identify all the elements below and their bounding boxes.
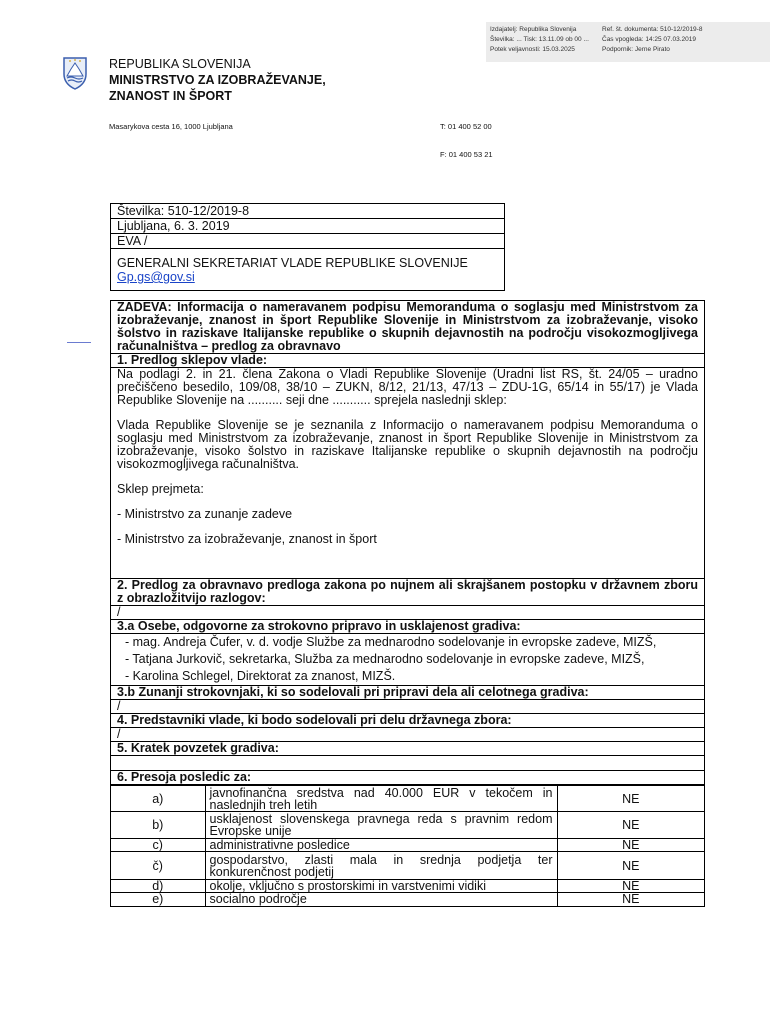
row-letter: e) xyxy=(111,893,205,906)
stamp-number: Številka: ... Tisk: 13.11.09 ob 00 ... xyxy=(490,36,589,43)
coat-of-arms-icon xyxy=(62,56,88,90)
row-value: NE xyxy=(557,839,704,852)
row-value: NE xyxy=(557,852,704,880)
recipient-item: - Ministrstvo za zunanje zadeve xyxy=(117,507,293,521)
row-letter: č) xyxy=(111,852,205,880)
margin-mark xyxy=(67,342,91,343)
table-row xyxy=(111,852,704,880)
stamp-validity: Potek veljavnosti: 15.03.2025 xyxy=(490,46,575,53)
recipient-email-link[interactable]: Gp.gs@gov.si xyxy=(117,270,195,284)
row-letter: b) xyxy=(111,812,205,839)
table-row xyxy=(111,812,704,839)
section-1-body xyxy=(111,368,704,579)
document-eva: EVA / xyxy=(111,234,504,249)
section-6-title: 6. Presoja posledic za: xyxy=(111,771,704,785)
section-3b-title: 3.b Zunanji strokovnjaki, ki so sodelovali pri pripravi dela ali celotnega gradiva: xyxy=(111,686,704,700)
section-2-title: 2. Predlog za obravnavo predloga zakona po nujnem ali skrajšanem postopku v državnem zboru z obrazložitvijo razlogov: xyxy=(111,579,704,606)
section-2-value: / xyxy=(111,606,704,620)
section-4-title: 4. Predstavniki vlade, ki bodo sodelovali pri delu državnega zbora: xyxy=(111,714,704,728)
document-meta-box xyxy=(110,203,505,291)
section-3a-body xyxy=(111,634,704,686)
subject: ZADEVA: Informacija o nameravanem podpisu Memoranduma o soglasju med Ministrstvom za izobraževanje, znanost in šport Republike Slovenije in Ministrstvom za izobraževanje, visoko šolstvo in raziskave Italijanske republike o skupnih dejavnostih na področju visokozmogljivega računalništva – predlog za obravnavo xyxy=(111,301,704,354)
row-value: NE xyxy=(557,880,704,893)
row-value: NE xyxy=(557,893,704,906)
row-letter: c) xyxy=(111,839,205,852)
ministry-header xyxy=(109,56,326,104)
stamp-signer: Podpornik: Jerne Pirato xyxy=(602,46,670,53)
responsible-person: - Tatjana Jurkovič, sekretarka, Služba za mednarodno sodelovanje in evropske zadeve, MIZŠ, xyxy=(125,652,645,666)
section-3a-title: 3.a Osebe, odgovorne za strokovno pripravo in usklajenost gradiva: xyxy=(111,620,704,634)
responsible-person: - Karolina Schlegel, Direktorat za znanost, MIZŠ. xyxy=(125,669,396,683)
row-label: okolje, vključno s prostorskimi in varstvenimi vidiki xyxy=(205,880,557,893)
e-signature-stamp xyxy=(486,22,770,62)
header-republic: REPUBLIKA SLOVENIJA xyxy=(109,57,251,71)
section-1-decision: Vlada Republike Slovenije se je seznanila z Informacijo o nameravanem podpisu Memoranduma o soglasju med Ministrstvom za izobraževanje, znanost in šport Republike Slovenije in Ministrstvom za izobraževanje, visoko šolstvo in raziskave Italijanske republike o skupnih dejavnostih na področju visokozmogljivega računalništva. xyxy=(117,418,698,471)
recipient-item: - Ministrstvo za izobraževanje, znanost in šport xyxy=(117,532,377,546)
table-row xyxy=(111,786,704,812)
header-ministry-cont: ZNANOST IN ŠPORT xyxy=(109,89,232,103)
ministry-phone: T: 01 400 52 00 xyxy=(440,122,492,131)
section-6-body xyxy=(111,785,704,906)
header-ministry: MINISTRSTVO ZA IZOBRAŽEVANJE, xyxy=(109,73,326,87)
table-row xyxy=(111,839,704,852)
section-1-title: 1. Predlog sklepov vlade: xyxy=(111,354,704,368)
consequences-table xyxy=(111,785,704,906)
responsible-person: - mag. Andreja Čufer, v. d. vodje Službe za mednarodno sodelovanje in evropske zadeve, MIZŠ, xyxy=(125,635,657,649)
section-4-value: / xyxy=(111,728,704,742)
stamp-view-time: Čas vpogleda: 14:25 07.03.2019 xyxy=(602,36,696,43)
row-value: NE xyxy=(557,812,704,839)
section-5-value xyxy=(111,756,704,771)
row-label: administrativne posledice xyxy=(205,839,557,852)
ministry-fax: F: 01 400 53 21 xyxy=(440,150,493,159)
proposal-form xyxy=(110,300,705,907)
section-1-legal-basis: Na podlagi 2. in 21. člena Zakona o Vladi Republike Slovenije (Uradni list RS, št. 24/05 – uradno prečiščeno besedilo, 109/08, 38/10 – ZUKN, 8/12, 21/13, 47/13 – ZDU-1G, 65/14 in 55/17) je Vlada Republike Slovenije na .......... seji dne ........... sprejela naslednji sklep: xyxy=(117,367,698,407)
row-label: gospodarstvo, zlasti mala in srednja podjetja ter konkurenčnost podjetij xyxy=(205,852,557,880)
row-letter: a) xyxy=(111,786,205,812)
row-value: NE xyxy=(557,786,704,812)
document-date: Ljubljana, 6. 3. 2019 xyxy=(111,219,504,234)
row-letter: d) xyxy=(111,880,205,893)
row-label: socialno področje xyxy=(205,893,557,906)
stamp-doc-ref: Ref. št. dokumenta: 510-12/2019-8 xyxy=(602,26,703,33)
document-number: Številka: 510-12/2019-8 xyxy=(111,204,504,219)
table-row xyxy=(111,893,704,906)
section-5-title: 5. Kratek povzetek gradiva: xyxy=(111,742,704,756)
section-3b-value: / xyxy=(111,700,704,714)
row-label: javnofinančna sredstva nad 40.000 EUR v tekočem in naslednjih treh letih xyxy=(205,786,557,812)
section-1-recipients-label: Sklep prejmeta: xyxy=(117,482,204,496)
recipient: GENERALNI SEKRETARIAT VLADE REPUBLIKE SLOVENIJE xyxy=(117,256,468,270)
table-row xyxy=(111,880,704,893)
ministry-address: Masarykova cesta 16, 1000 Ljubljana xyxy=(109,122,233,131)
row-label: usklajenost slovenskega pravnega reda s pravnim redom Evropske unije xyxy=(205,812,557,839)
stamp-issuer: Izdajatelj: Republika Slovenija xyxy=(490,26,577,33)
